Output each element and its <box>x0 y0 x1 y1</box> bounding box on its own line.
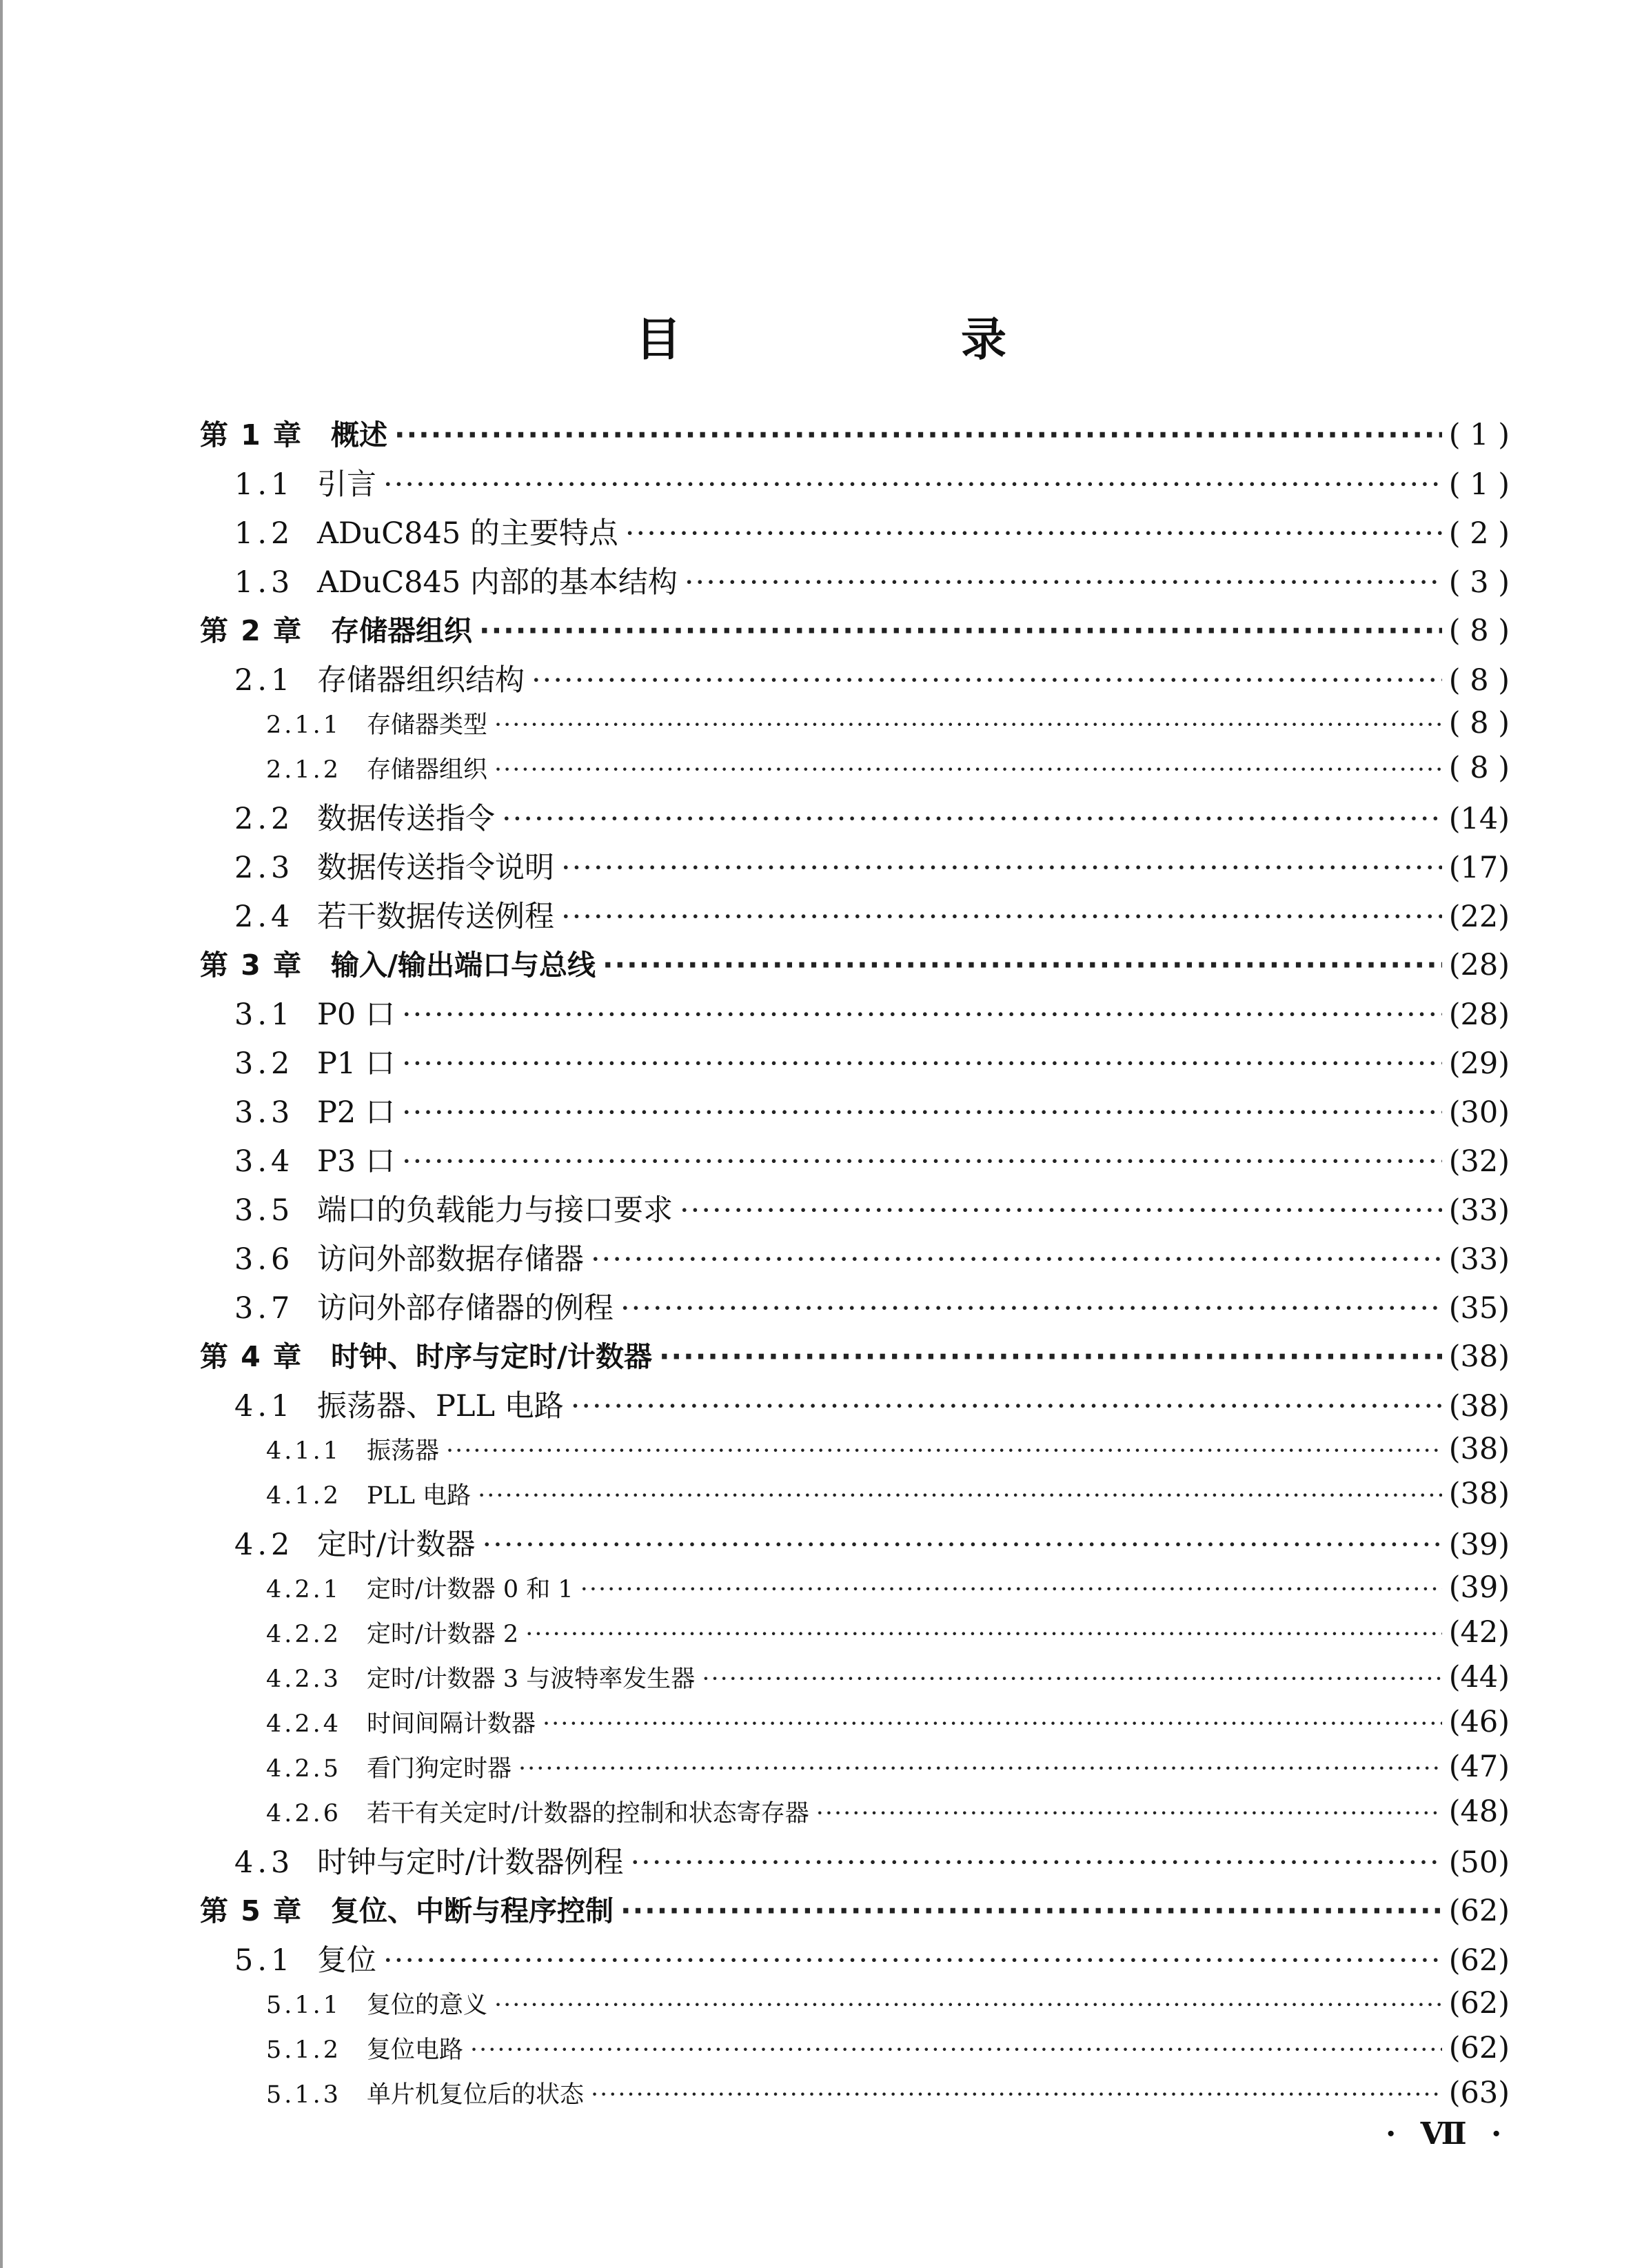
toc-entry-number: 5.1.3 <box>266 2081 342 2109</box>
toc-entry-subsection[interactable] <box>200 1432 1510 1477</box>
toc-entry-page: (42) <box>1448 1615 1510 1650</box>
toc-entry-page: (35) <box>1448 1291 1510 1326</box>
toc-entry-label <box>234 1285 614 1327</box>
toc-entry-title: PLL 电路 <box>367 1482 472 1510</box>
toc-entry-number: 2.1.1 <box>266 711 342 739</box>
toc-entry-page: (38) <box>1448 1389 1510 1424</box>
dot-leader <box>591 2081 1442 2109</box>
toc-entry-page: (44) <box>1448 1660 1510 1694</box>
toc-entry-section[interactable] <box>200 1089 1510 1138</box>
toc-entry-page: ( 8 ) <box>1448 663 1510 698</box>
toc-entry-section[interactable] <box>200 1521 1510 1570</box>
dot-leader <box>816 1800 1442 1827</box>
toc-entry-title: 复位的意义 <box>367 1992 488 2019</box>
toc-entry-number: 4.2.3 <box>266 1665 342 1693</box>
toc-entry-page: (62) <box>1448 1986 1510 2021</box>
toc-entry-page: (39) <box>1448 1528 1510 1562</box>
dot-leader <box>479 614 1442 647</box>
dot-leader <box>494 711 1442 739</box>
dot-leader <box>483 1528 1442 1562</box>
toc-entry-section[interactable] <box>200 844 1510 893</box>
toc-entry-chapter[interactable] <box>200 412 1510 461</box>
toc-entry-title: 定时/计数器 2 <box>367 1621 519 1648</box>
toc-entry-title: 访问外部存储器的例程 <box>317 1291 614 1326</box>
dot-leader <box>631 1845 1442 1880</box>
toc-entry-label <box>200 1888 614 1929</box>
dot-leader <box>620 1894 1442 1927</box>
toc-entry-title: 若干有关定时/计数器的控制和状态寄存器 <box>367 1800 809 1827</box>
dot-leader <box>470 2036 1442 2064</box>
toc-entry-section[interactable] <box>200 1040 1510 1089</box>
toc-entry-title: 振荡器 <box>367 1437 440 1465</box>
toc-entry-page: (50) <box>1448 1845 1510 1880</box>
toc-entry-page: ( 2 ) <box>1448 516 1510 551</box>
toc-entry-title: P2 口 <box>317 1095 395 1130</box>
dot-leader <box>502 802 1442 836</box>
toc-entry-section[interactable] <box>200 991 1510 1040</box>
dot-leader <box>625 516 1442 551</box>
toc-entry-number: 2.3 <box>234 851 294 885</box>
toc-entry-number: 4.2.1 <box>266 1576 342 1603</box>
toc-entry-chapter[interactable] <box>200 1334 1510 1383</box>
toc-entry-subsection[interactable] <box>200 1705 1510 1750</box>
toc-entry-label <box>234 893 554 935</box>
toc-entry-label <box>200 608 472 649</box>
toc-entry-title: 复位电路 <box>367 2036 464 2064</box>
toc-entry-page: ( 3 ) <box>1448 565 1510 600</box>
toc-entry-page: (33) <box>1448 1242 1510 1277</box>
toc-entry-label <box>266 1705 536 1739</box>
toc-entry-label <box>266 1794 809 1829</box>
toc-entry-number: 第 3 章 <box>200 949 303 982</box>
toc-entry-subsection[interactable] <box>200 751 1510 796</box>
toc-entry-title: P1 口 <box>317 1046 395 1081</box>
toc-entry-page: (46) <box>1448 1705 1510 1739</box>
toc-entry-title: 时钟与定时/计数器例程 <box>317 1845 624 1880</box>
toc-entry-title: 复位 <box>317 1943 376 1978</box>
toc-entry-page: (28) <box>1448 998 1510 1032</box>
toc-entry-title: 定时/计数器 <box>317 1528 476 1562</box>
toc-entry-title: 端口的负载能力与接口要求 <box>317 1193 673 1228</box>
toc-entry-page: (62) <box>1448 1894 1510 1928</box>
toc-entry-label <box>234 510 618 552</box>
toc-entry-label <box>234 461 376 503</box>
toc-entry-label <box>234 1383 564 1425</box>
toc-entry-label <box>200 412 387 453</box>
toc-entry-title: P3 口 <box>317 1144 395 1179</box>
dot-leader <box>659 1340 1442 1373</box>
toc-entry-number: 第 2 章 <box>200 614 303 647</box>
dot-leader <box>494 1992 1442 2019</box>
toc-entry-label <box>266 2031 463 2065</box>
toc-entry-number: 4.2.4 <box>266 1710 342 1738</box>
dot-leader <box>680 1193 1442 1228</box>
dot-leader <box>402 1046 1442 1081</box>
page-title: 目 录 <box>636 313 1124 366</box>
toc-entry-label <box>200 1334 652 1375</box>
page-number: · Ⅶ · <box>1386 2116 1509 2151</box>
toc-entry-title: 访问外部数据存储器 <box>317 1242 584 1277</box>
toc-entry-title: 时间间隔计数器 <box>367 1710 536 1738</box>
toc-entry-page: (47) <box>1448 1750 1510 1784</box>
dot-leader <box>561 851 1442 885</box>
toc-entry-page: (17) <box>1448 851 1510 885</box>
toc-entry-label <box>266 1432 439 1466</box>
toc-entry-subsection[interactable] <box>200 1986 1510 2031</box>
toc-entry-section[interactable] <box>200 559 1510 608</box>
dot-leader <box>531 663 1442 698</box>
dot-leader <box>518 1755 1442 1783</box>
toc-entry-section[interactable] <box>200 461 1510 510</box>
toc-entry-number: 第 1 章 <box>200 418 303 452</box>
toc-entry-page: (28) <box>1448 948 1510 982</box>
dot-leader <box>702 1665 1441 1693</box>
toc-entry-number: 4.3 <box>234 1845 294 1880</box>
toc-entry-title: ADuC845 的主要特点 <box>317 516 618 551</box>
toc-entry-subsection[interactable] <box>200 2031 1510 2076</box>
dot-leader <box>383 467 1442 502</box>
toc-entry-section[interactable] <box>200 1138 1510 1187</box>
toc-entry-number: 5.1.1 <box>266 1992 342 2019</box>
toc-entry-page: ( 8 ) <box>1448 751 1510 785</box>
toc-entry-title: 输入/输出端口与总线 <box>331 949 596 982</box>
toc-entry-subsection[interactable] <box>200 1615 1510 1660</box>
toc-entry-number: 3.5 <box>234 1193 294 1228</box>
toc-entry-page: (38) <box>1448 1477 1510 1511</box>
toc-entry-number: 2.2 <box>234 802 294 836</box>
toc-entry-title: 数据传送指令说明 <box>317 851 554 885</box>
toc-entry-subsection[interactable] <box>200 1794 1510 1839</box>
toc-entry-label <box>266 1615 518 1650</box>
toc-entry-page: (62) <box>1448 2031 1510 2065</box>
toc-entry-page: (39) <box>1448 1570 1510 1605</box>
toc-entry-number: 3.1 <box>234 998 294 1032</box>
toc-entry-label <box>234 1138 395 1180</box>
dot-leader <box>394 418 1442 452</box>
toc-entry-number: 4.1.1 <box>266 1437 342 1465</box>
toc-entry-number: 4.2.6 <box>266 1800 342 1827</box>
toc-entry-subsection[interactable] <box>200 1570 1510 1615</box>
toc-entry-page: (22) <box>1448 900 1510 934</box>
toc-entry-label <box>266 706 487 740</box>
toc-entry-title: 存储器类型 <box>367 711 488 739</box>
toc-entry-number: 第 5 章 <box>200 1894 303 1927</box>
toc-entry-section[interactable] <box>200 1839 1510 1888</box>
toc-entry-section[interactable] <box>200 1285 1510 1334</box>
toc-entry-title: 存储器组织 <box>367 756 488 784</box>
toc-entry-number: 第 4 章 <box>200 1340 303 1373</box>
toc-entry-page: (48) <box>1448 1794 1510 1829</box>
toc-entry-page: ( 1 ) <box>1448 418 1510 452</box>
toc-entry-label <box>266 1477 471 1511</box>
toc-entry-number: 1.3 <box>234 565 294 600</box>
toc-entry-title: 定时/计数器 0 和 1 <box>367 1576 574 1603</box>
toc-entry-page: (62) <box>1448 1943 1510 1978</box>
toc-entry-label <box>234 559 678 601</box>
toc-entry-label <box>266 1660 695 1694</box>
toc-entry-section[interactable] <box>200 657 1510 706</box>
dot-leader <box>561 900 1442 934</box>
toc-entry-label <box>234 1236 584 1278</box>
toc-entry-title: P0 口 <box>317 998 395 1032</box>
toc-entry-section[interactable] <box>200 893 1510 942</box>
toc-entry-label <box>234 1839 624 1881</box>
toc-entry-page: ( 8 ) <box>1448 614 1510 648</box>
toc-entry-page: (29) <box>1448 1046 1510 1081</box>
toc-entry-number: 4.1 <box>234 1389 294 1424</box>
toc-entry-label <box>234 844 554 887</box>
toc-entry-label <box>266 1986 487 2021</box>
toc-entry-section[interactable] <box>200 1937 1510 1986</box>
toc-entry-number: 5.1.2 <box>266 2036 342 2064</box>
toc-entry-chapter[interactable] <box>200 942 1510 991</box>
toc-entry-title: 振荡器、PLL 电路 <box>317 1389 564 1424</box>
toc-entry-title: 看门狗定时器 <box>367 1755 512 1783</box>
toc-entry-label <box>200 942 596 983</box>
toc-entry-page: (14) <box>1448 802 1510 836</box>
toc-entry-number: 4.1.2 <box>266 1482 342 1510</box>
toc-entry-number: 3.3 <box>234 1095 294 1130</box>
toc-entry-page: ( 8 ) <box>1448 706 1510 740</box>
dot-leader <box>383 1943 1442 1978</box>
toc-entry-number: 2.4 <box>234 900 294 934</box>
toc-entry-chapter[interactable] <box>200 1888 1510 1937</box>
toc-entry-number: 5.1 <box>234 1943 294 1978</box>
toc-entry-label <box>266 2076 584 2110</box>
toc-entry-label <box>234 1040 395 1082</box>
toc-entry-number: 2.1 <box>234 663 294 698</box>
dot-leader <box>446 1437 1442 1465</box>
toc-entry-page: (38) <box>1448 1432 1510 1466</box>
toc-entry-section[interactable] <box>200 796 1510 844</box>
toc-entry-label <box>234 1937 376 1979</box>
toc-entry-number: 3.4 <box>234 1144 294 1179</box>
toc-entry-label <box>234 1187 673 1229</box>
toc-entry-title: 若干数据传送例程 <box>317 900 554 934</box>
toc-entry-title: 复位、中断与程序控制 <box>331 1894 614 1927</box>
dot-leader <box>402 1095 1442 1130</box>
toc-entry-page: (32) <box>1448 1144 1510 1179</box>
toc-entry-section[interactable] <box>200 1236 1510 1285</box>
toc-entry-label <box>266 1750 511 1784</box>
toc-entry-page: ( 1 ) <box>1448 467 1510 502</box>
dot-leader <box>591 1242 1442 1277</box>
toc-entry-chapter[interactable] <box>200 608 1510 657</box>
dot-leader <box>543 1710 1442 1738</box>
toc-entry-subsection[interactable] <box>200 1477 1510 1521</box>
toc-entry-title: 引言 <box>317 467 376 502</box>
dot-leader <box>494 756 1442 784</box>
dot-leader <box>478 1482 1442 1510</box>
toc-entry-number: 1.2 <box>234 516 294 551</box>
toc-entry-label <box>266 751 487 785</box>
dot-leader <box>620 1291 1442 1326</box>
toc-entry-number: 4.2.5 <box>266 1755 342 1783</box>
toc-entry-number: 3.2 <box>234 1046 294 1081</box>
toc-entry-page: (38) <box>1448 1339 1510 1374</box>
toc-entry-label <box>266 1570 574 1605</box>
dot-leader <box>580 1576 1442 1603</box>
toc-entry-title: 概述 <box>331 418 387 452</box>
dot-leader <box>602 949 1442 982</box>
toc-entry-number: 4.2 <box>234 1528 294 1562</box>
dot-leader <box>571 1389 1442 1424</box>
toc-entry-number: 1.1 <box>234 467 294 502</box>
table-of-contents <box>200 412 1510 2120</box>
toc-entry-subsection[interactable] <box>200 1660 1510 1705</box>
toc-entry-section[interactable] <box>200 510 1510 559</box>
toc-entry-section[interactable] <box>200 1187 1510 1236</box>
toc-entry-subsection[interactable] <box>200 706 1510 751</box>
toc-entry-subsection[interactable] <box>200 2076 1510 2120</box>
toc-entry-subsection[interactable] <box>200 1750 1510 1794</box>
dot-leader <box>685 565 1442 600</box>
toc-entry-label <box>234 991 395 1033</box>
toc-entry-page: (33) <box>1448 1193 1510 1228</box>
dot-leader <box>402 998 1442 1032</box>
toc-entry-label <box>234 796 495 838</box>
toc-entry-title: 定时/计数器 3 与波特率发生器 <box>367 1665 696 1693</box>
toc-entry-page: (63) <box>1448 2076 1510 2110</box>
dot-leader <box>525 1621 1442 1648</box>
toc-entry-section[interactable] <box>200 1383 1510 1432</box>
toc-entry-title: 单片机复位后的状态 <box>367 2081 585 2109</box>
toc-entry-title: 时钟、时序与定时/计数器 <box>331 1340 652 1373</box>
toc-entry-number: 4.2.2 <box>266 1621 342 1648</box>
toc-entry-number: 2.1.2 <box>266 756 342 784</box>
toc-entry-title: 存储器组织结构 <box>317 663 525 698</box>
dot-leader <box>402 1144 1442 1179</box>
toc-entry-title: ADuC845 内部的基本结构 <box>317 565 678 600</box>
toc-entry-number: 3.6 <box>234 1242 294 1277</box>
toc-entry-page: (30) <box>1448 1095 1510 1130</box>
toc-entry-label <box>234 1521 476 1563</box>
toc-entry-label <box>234 1089 395 1131</box>
toc-entry-label <box>234 657 525 699</box>
toc-entry-title: 数据传送指令 <box>317 802 495 836</box>
toc-entry-title: 存储器组织 <box>331 614 472 647</box>
toc-entry-number: 3.7 <box>234 1291 294 1326</box>
